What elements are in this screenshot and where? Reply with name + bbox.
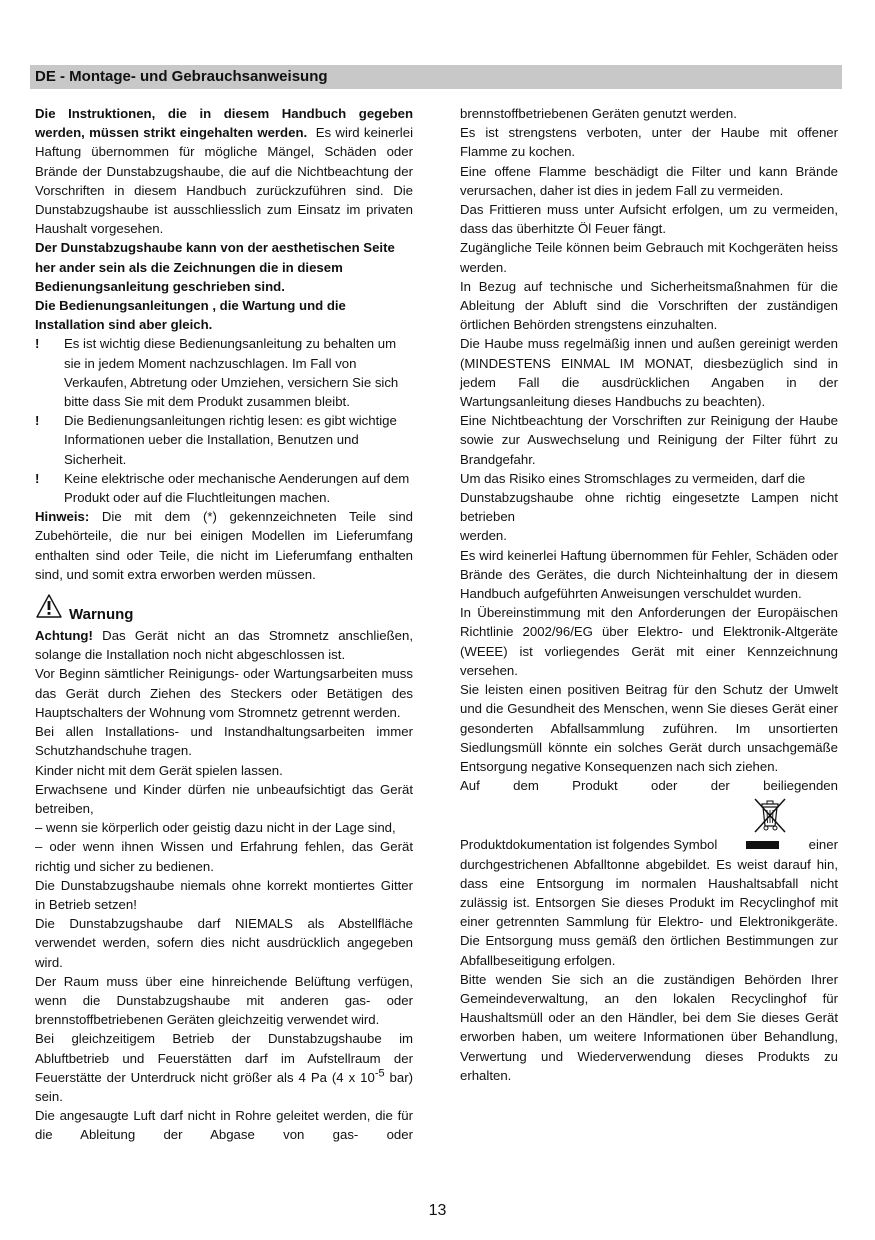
weee-intro-line — [460, 776, 838, 795]
pressure-paragraph — [35, 1029, 413, 1106]
paragraph: Die Haube muss regelmäßig innen und außen gereinigt werden (MINDESTENS EINMAL IM MONAT, diesbezüglich sind in jedem Fall die ausdrücklichen Angaben in der Wartungsanleitung dieses Handbuchs zu beachten). — [460, 336, 838, 410]
exclamation-icon: ! — [35, 470, 40, 486]
list-item — [35, 411, 413, 469]
word: oder — [650, 778, 678, 794]
paragraph: In Bezug auf technische und Sicherheitsmaßnahmen für die Ableitung der Abluft sind die Vorschriften der zuständigen örtlichen Behörden strengstens einzuhalten. — [460, 278, 838, 333]
paragraph: – oder wenn ihnen Wissen und Erfahrung fehlen, das Gerät richtig und sicher zu bedienen. — [35, 839, 413, 874]
paragraph: Eine offene Flamme beschädigt die Filter und kann Brände verursachen, daher ist dies in jedem Fall zu vermeiden. — [460, 163, 838, 198]
list-item-text: Die Bedienungsanleitungen richtig lesen: es gibt wichtige Informationen ueber die Installation, Benutzen und Sicherheit. — [64, 413, 397, 467]
same-instructions-note: Die Bedienungsanleitungen , die Wartung und die Installation sind aber gleich. — [35, 298, 346, 333]
weee-symbol-row — [460, 795, 838, 835]
paragraph: Bitte wenden Sie sich an die zuständigen Behörden Ihrer Gemeindeverwaltung, an den lokalen Recyclinghof für Haushaltsmüll oder an den Händler, bei dem Sie dieses Gerät erworben haben, um weitere Informationen über Behandlung, Verwertung und Wiederverwendung dieses Produkts zu erhalten. — [460, 971, 838, 1083]
paragraph: Die Dunstabzugshaube niemals ohne korrekt montiertes Gitter in Betrieb setzen! — [35, 877, 413, 912]
pressure-text: Bei gleichzeitigem Betrieb der Dunstabzugshaube im Abluftbetrieb und Feuerstätten darf im Aufstellraum der Feuerstätte der Unterdruck nicht größer als 4 Pa (4 x 10 — [35, 1031, 413, 1085]
list-item-text: Es ist wichtig diese Bedienungsanleitung zu behalten um sie in jedem Moment nachzuschlagen. Im Fall von Verkaufen, Abtretung oder Umziehen, versichern Sie sich bitte dass Sie mit dem Produkt zusammen bleibt. — [64, 336, 399, 410]
aesthetic-note: Der Dunstabzugshaube kann von der aesthetischen Seite her ander sein als die Zeichnungen die in diesem Bedienungsanleitung geschrieben sind. — [35, 240, 395, 294]
paragraph: In Übereinstimmung mit den Anforderungen der Europäischen Richtlinie 2002/96/EG über Elektro- und Elektronik-Altgeräte (WEEE) ist vorliegendes Gerät mit einer Kennzeichnung versehen. — [460, 605, 838, 678]
paragraph: Die Dunstabzugshaube darf NIEMALS als Abstellfläche verwendet werden, sofern dies nicht ausdrücklich angegeben wird. — [35, 916, 413, 970]
word: dem — [513, 778, 539, 794]
symbol-text-end: einer — [808, 837, 838, 853]
page-number: 13 — [428, 1202, 447, 1219]
exclamation-icon: ! — [35, 413, 40, 429]
paragraph: brennstoffbetriebenen Geräten genutzt werden. — [460, 106, 737, 121]
achtung-text: Das Gerät nicht an das Stromnetz anschließen, solange die Installation noch nicht abgeschlossen ist. — [35, 628, 413, 663]
intro-paragraph — [35, 104, 413, 238]
left-column — [35, 104, 413, 1145]
word: Auf — [460, 778, 480, 794]
paragraph: Kinder nicht mit dem Gerät spielen lassen. — [35, 762, 283, 778]
intro-rest: Es wird keinerlei Haftung übernommen für mögliche Mängel, Schäden oder Brände der Dunstabzugshaube, die auf die Nichtbeachtung der Vorschriften in diesem Handbuch zurückzuführen sind. Die Dunstabzugshaube ist ausschliesslich zum Einsatz im privaten Haushalt vorgesehen. — [35, 125, 414, 237]
paragraph: Dunstabzugshaube ohne richtig eingesetzte Lampen nicht betrieben — [460, 490, 838, 525]
hinweis-paragraph — [35, 507, 413, 584]
list-item — [35, 334, 413, 411]
right-column — [460, 104, 838, 1085]
paragraph: Es ist strengstens verboten, unter der Haube mit offener Flamme zu kochen. — [460, 125, 838, 160]
paragraph: Erwachsene und Kinder dürfen nie unbeaufsichtigt das Gerät betreiben, — [35, 781, 413, 816]
section-header: DE - Montage- und Gebrauchsanweisung — [30, 65, 842, 89]
hinweis-text: Die mit dem (*) gekennzeichneten Teile sind Zubehörteile, die nur bei einigen Modellen im Lieferumfang enthalten sind oder Teile, die nicht im Lieferumfang enthalten sind, und somit extra erworben werden müssen. — [35, 509, 413, 582]
list-item — [35, 469, 413, 507]
achtung-label: Achtung! — [35, 628, 93, 644]
warning-triangle-icon — [35, 593, 63, 624]
word: beiliegenden — [763, 778, 838, 794]
paragraph: Der Raum muss über eine hinreichende Belüftung verfügen, wenn die Dunstabzugshaube mit anderen gas- oder brennstoffbetriebenen Geräten gleichzeitig verwendet wird. — [35, 973, 413, 1028]
warning-heading — [35, 596, 413, 624]
pressure-end: bar) sein. — [35, 1069, 413, 1104]
paragraph: Um das Risiko eines Stromschlages zu vermeiden, darf die — [460, 470, 806, 486]
paragraph: Vor Beginn sämtlicher Reinigungs- oder Wartungsarbeiten muss das Gerät durch Ziehen des Steckers oder Betätigen des Hauptschalters der Wohnung vom Stromnetz getrennt werden. — [35, 666, 413, 720]
paragraph: Sie leisten einen positiven Beitrag für den Schutz der Umwelt und die Gesundheit des Menschen, wenn Sie dieses Gerät einer gesonderten Abfallsammlung zuführen. Im unsortierten Siedlungsmüll könnte ein solches Gerät durch unsachgemäße Entsorgung negative Konsequenzen nach sich ziehen. — [460, 682, 838, 774]
list-item-text: Keine elektrische oder mechanische Aenderungen auf dem Produkt oder auf die Fluchtleitungen machen. — [64, 470, 410, 506]
pressure-exponent: -5 — [374, 1067, 385, 1080]
paragraph: Bei allen Installations- und Instandhaltungsarbeiten immer Schutzhandschuhe tragen. — [35, 724, 413, 759]
paragraph: Eine Nichtbeachtung der Vorschriften zur Reinigung der Haube sowie zur Auswechselung und Reinigung der Filter führt zu Brandgefahr. — [460, 413, 838, 467]
crossed-bin-icon — [750, 795, 790, 835]
intro-bold: Die Instruktionen, die in diesem Handbuch gegeben werden, müssen strikt eingehalten werden. — [35, 106, 413, 141]
exclamation-icon: ! — [35, 336, 40, 352]
symbol-text: Produktdokumentation ist folgendes Symbol — [460, 837, 718, 853]
paragraph: durchgestrichenen Abfalltonne abgebildet. Es weist darauf hin, dass eine Entsorgung im normalen Haushaltsabfall nicht zulässig ist. Entsorgen Sie dieses Produkt im Recyclinghof mit einer getrennten Sammlung für Elektro- und Elektronikgeräte. Die Entsorgung muss gemäß den örtlichen Bestimmungen zur Abfallbeseitigung erfolgen. — [460, 856, 838, 968]
paragraph: werden. — [460, 528, 507, 544]
bar-icon — [746, 841, 779, 849]
word: der — [710, 778, 730, 794]
word: Produkt — [572, 778, 618, 794]
paragraph: – wenn sie körperlich oder geistig dazu nicht in der Lage sind, — [35, 820, 396, 836]
symbol-line — [460, 835, 838, 854]
paragraph: Zugängliche Teile können beim Gebrauch mit Kochgeräten heiss werden. — [460, 240, 838, 275]
paragraph: Die angesaugte Luft darf nicht in Rohre geleitet werden, die für die Ableitung der Abgase von gas- oder — [35, 1108, 413, 1143]
paragraph: Es wird keinerlei Haftung übernommen für Fehler, Schäden oder Brände des Gerätes, die durch Nichteinhaltung der in diesem Handbuch aufgeführten Anweisungen verschuldet wurden. — [460, 547, 838, 602]
hinweis-label: Hinweis: — [35, 509, 90, 525]
warning-title: Warnung — [69, 606, 134, 624]
achtung-paragraph — [35, 626, 413, 664]
paragraph: Das Frittieren muss unter Aufsicht erfolgen, um zu vermeiden, dass das überhitzte Öl Feuer fängt. — [460, 202, 838, 237]
